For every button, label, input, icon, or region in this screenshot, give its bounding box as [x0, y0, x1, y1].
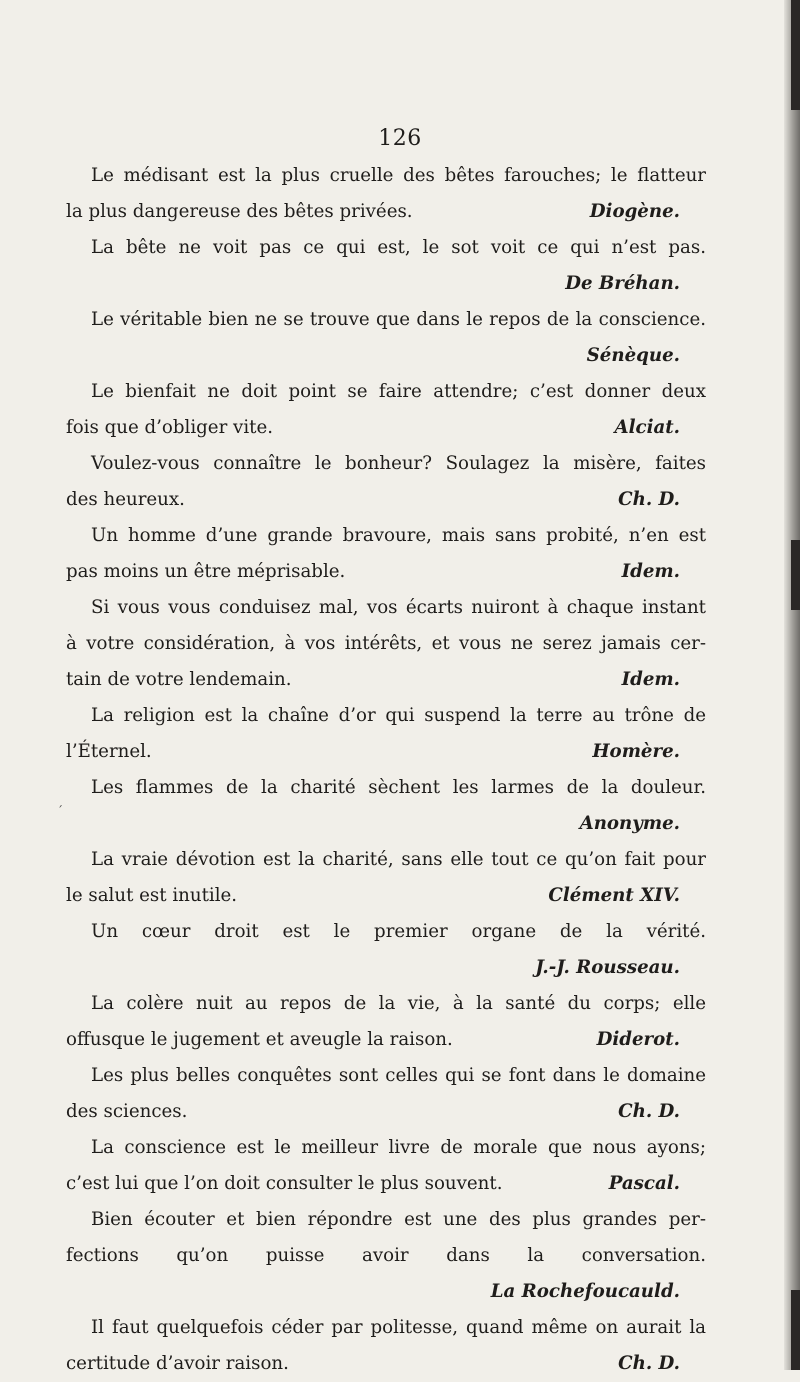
quotation-entry — [66, 842, 706, 914]
quotation-last-line — [66, 1094, 706, 1130]
quotation-line: Si vous vous conduisez mal, vos écarts nuiront à chaque instant — [91, 597, 706, 618]
quotation-line: la plus dangereuse des bêtes privées. — [66, 201, 413, 222]
quotation-last-line — [66, 734, 706, 770]
quotation-line: certitude d’avoir raison. — [66, 1353, 289, 1374]
quotation-author: Sénèque. — [586, 345, 680, 366]
quotation-line: Un cœur droit est le premier organe de la vérité. — [91, 921, 706, 942]
quotation-line: Voulez-vous connaître le bonheur? Soulagez la misère, faites — [91, 453, 706, 474]
quotation-line: des heureux. — [66, 489, 185, 510]
quotation-line: La colère nuit au repos de la vie, à la santé du corps; elle — [91, 993, 706, 1014]
quotation-line: La bête ne voit pas ce qui est, le sot voit ce qui n’est pas. — [91, 237, 706, 258]
quotation-last-line — [66, 1166, 706, 1202]
page-edge-dark-top — [791, 0, 800, 110]
quotation-line: c’est lui que l’on doit consulter le plus souvent. — [66, 1173, 503, 1194]
quotation-author: Anonyme. — [579, 813, 680, 834]
quotation-line: La conscience est le meilleur livre de morale que nous ayons; — [91, 1137, 706, 1158]
quotation-author: Clément XIV. — [548, 885, 680, 906]
quotation-line: Il faut quelquefois céder par politesse, quand même on aurait la — [91, 1317, 706, 1338]
quotation-line: La religion est la chaîne d’or qui suspend la terre au trône de — [91, 705, 706, 726]
quotation-author: Ch. D. — [618, 1353, 680, 1374]
quotation-line: le salut est inutile. — [66, 885, 238, 906]
quotation-last-line — [66, 194, 706, 230]
page-edge-shadow — [784, 0, 800, 1370]
quotation-author: Ch. D. — [618, 1101, 680, 1122]
quotation-author: La Rochefoucauld. — [490, 1281, 680, 1302]
quotation-line: Le médisant est la plus cruelle des bêtes farouches; le flatteur — [91, 165, 706, 186]
quotation-line: à votre considération, à vos intérêts, et vous ne serez jamais cer- — [66, 633, 706, 654]
quotation-author: Idem. — [621, 561, 680, 582]
quotation-last-line — [66, 1346, 706, 1382]
quotation-entry — [66, 914, 706, 986]
quotation-entry — [66, 1202, 706, 1310]
page-edge-dark-middle — [791, 540, 800, 610]
page-number: 126 — [378, 126, 422, 151]
quotation-author: Alciat. — [614, 417, 680, 438]
quotation-entry — [66, 302, 706, 374]
quotation-line: fois que d’obliger vite. — [66, 417, 273, 438]
quotation-author: Diogène. — [589, 201, 680, 222]
quotation-line: offusque le jugement et aveugle la raison. — [66, 1029, 453, 1050]
quotation-last-line — [66, 410, 706, 446]
quotation-entry — [66, 698, 706, 770]
quotation-entry — [66, 1130, 706, 1202]
quotation-entry — [66, 986, 706, 1058]
quotation-author: Pascal. — [608, 1173, 680, 1194]
quotation-entry — [66, 770, 706, 842]
quotation-line: Les plus belles conquêtes sont celles qui se font dans le domaine — [91, 1065, 706, 1086]
quotation-line: tain de votre lendemain. — [66, 669, 292, 690]
quotation-entry — [66, 518, 706, 590]
quotation-author: Homère. — [592, 741, 680, 762]
quotation-entry — [66, 1310, 706, 1382]
quotation-last-line — [66, 662, 706, 698]
quotation-author: Ch. D. — [618, 489, 680, 510]
quotation-entry — [66, 230, 706, 302]
quotation-last-line — [66, 878, 706, 914]
quotation-author: J.-J. Rousseau. — [535, 957, 680, 978]
quotation-last-line — [66, 1022, 706, 1058]
quotation-line: Les flammes de la charité sèchent les larmes de la douleur. — [91, 777, 706, 798]
quotation-line: Un homme d’une grande bravoure, mais sans probité, n’en est — [91, 525, 706, 546]
page-edge-dark-bottom — [791, 1290, 800, 1370]
quotation-last-line — [66, 554, 706, 590]
quotation-author: Diderot. — [596, 1029, 680, 1050]
margin-tick-mark: ´ — [57, 804, 63, 818]
quotation-line: pas moins un être méprisable. — [66, 561, 346, 582]
quotation-line: Bien écouter et bien répondre est une des plus grandes per- — [91, 1209, 706, 1230]
quotation-entry — [66, 374, 706, 446]
quotation-author: De Bréhan. — [565, 273, 680, 294]
quotation-list — [66, 158, 706, 1382]
quotation-line: Le bienfait ne doit point se faire attendre; c’est donner deux — [91, 381, 706, 402]
quotation-line: l’Éternel. — [66, 741, 152, 762]
quotation-line: fections qu’on puisse avoir dans la conversation. — [66, 1245, 706, 1266]
quotation-line: des sciences. — [66, 1101, 188, 1122]
quotation-line: La vraie dévotion est la charité, sans elle tout ce qu’on fait pour — [91, 849, 706, 870]
quotation-entry — [66, 446, 706, 518]
quotation-last-line — [66, 482, 706, 518]
quotation-entry — [66, 158, 706, 230]
quotation-entry — [66, 1058, 706, 1130]
quotation-author: Idem. — [621, 669, 680, 690]
quotation-line: Le véritable bien ne se trouve que dans le repos de la conscience. — [91, 309, 706, 330]
quotation-entry — [66, 590, 706, 698]
